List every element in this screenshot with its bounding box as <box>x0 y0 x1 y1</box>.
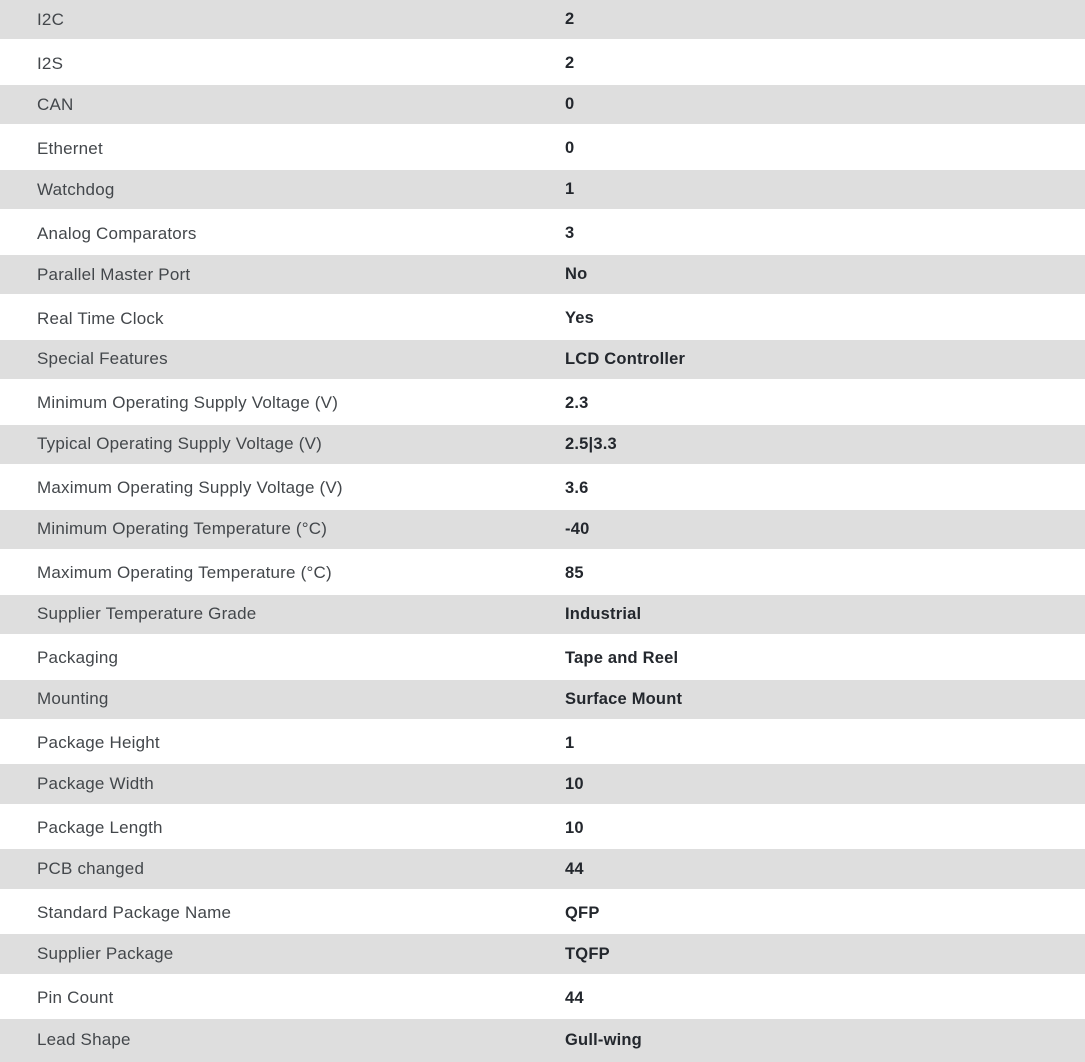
spec-label: Analog Comparators <box>37 223 197 243</box>
table-row <box>0 467 1085 509</box>
spec-label: Package Width <box>37 774 154 794</box>
spec-value: No <box>565 265 588 284</box>
spec-label: Watchdog <box>37 179 115 199</box>
table-row <box>0 680 1085 722</box>
spec-label: Standard Package Name <box>37 903 232 923</box>
spec-value: 44 <box>565 859 584 878</box>
spec-label: Parallel Master Port <box>37 264 191 284</box>
table-row <box>0 255 1085 297</box>
spec-label: Maximum Operating Supply Voltage (V) <box>37 478 343 498</box>
spec-value: Tape and Reel <box>565 648 679 667</box>
spec-label: I2C <box>37 9 65 29</box>
spec-label: Packaging <box>37 648 119 668</box>
table-row <box>0 510 1085 552</box>
spec-value: QFP <box>565 903 600 922</box>
spec-value: TQFP <box>565 944 610 963</box>
table-row <box>0 892 1085 934</box>
spec-value: Yes <box>565 309 595 328</box>
spec-value: 10 <box>565 818 584 837</box>
spec-label: Supplier Temperature Grade <box>37 604 257 624</box>
spec-value: -40 <box>565 519 590 538</box>
spec-value: 1 <box>565 180 575 199</box>
table-row <box>0 595 1085 637</box>
table-row <box>0 764 1085 806</box>
table-row <box>0 170 1085 212</box>
spec-value: 1 <box>565 733 575 752</box>
table-row <box>0 807 1085 849</box>
spec-value: 85 <box>565 563 584 582</box>
table-row <box>0 552 1085 594</box>
spec-value: Gull-wing <box>565 1030 642 1049</box>
spec-label: Special Features <box>37 349 168 369</box>
table-row <box>0 297 1085 339</box>
table-row <box>0 934 1085 976</box>
spec-label: Ethernet <box>37 138 103 158</box>
spec-value: 2 <box>565 54 575 73</box>
spec-label: Minimum Operating Supply Voltage (V) <box>37 393 339 413</box>
spec-value: 3 <box>565 224 575 243</box>
spec-value: 0 <box>565 95 575 114</box>
spec-value: 3.6 <box>565 478 589 497</box>
table-row <box>0 0 1085 42</box>
spec-value: 10 <box>565 774 584 793</box>
spec-value: 0 <box>565 139 575 158</box>
spec-label: I2S <box>37 53 64 73</box>
table-row <box>0 212 1085 254</box>
table-row <box>0 340 1085 382</box>
spec-value: 2 <box>565 10 575 29</box>
table-row <box>0 722 1085 764</box>
spec-label: CAN <box>37 94 74 114</box>
spec-label: Lead Shape <box>37 1030 131 1050</box>
spec-value: Surface Mount <box>565 689 683 708</box>
table-row <box>0 849 1085 891</box>
table-row <box>0 637 1085 679</box>
table-row <box>0 42 1085 84</box>
table-row <box>0 425 1085 467</box>
table-row <box>0 1019 1085 1061</box>
spec-label: Minimum Operating Temperature (°C) <box>37 519 328 539</box>
spec-label: Package Height <box>37 733 160 753</box>
spec-label: Real Time Clock <box>37 308 164 328</box>
table-row <box>0 977 1085 1019</box>
spec-value: 44 <box>565 988 584 1007</box>
spec-label: Maximum Operating Temperature (°C) <box>37 563 332 583</box>
spec-label: PCB changed <box>37 859 145 879</box>
spec-label: Pin Count <box>37 988 114 1008</box>
table-row <box>0 127 1085 169</box>
table-row <box>0 382 1085 424</box>
spec-value: Industrial <box>565 604 642 623</box>
spec-label: Typical Operating Supply Voltage (V) <box>37 434 323 454</box>
spec-value: 2.5|3.3 <box>565 434 617 453</box>
spec-label: Supplier Package <box>37 944 174 964</box>
spec-label: Mounting <box>37 689 109 709</box>
spec-value: 2.3 <box>565 393 589 412</box>
table-row <box>0 85 1085 127</box>
spec-value: LCD Controller <box>565 349 686 368</box>
spec-label: Package Length <box>37 818 163 838</box>
